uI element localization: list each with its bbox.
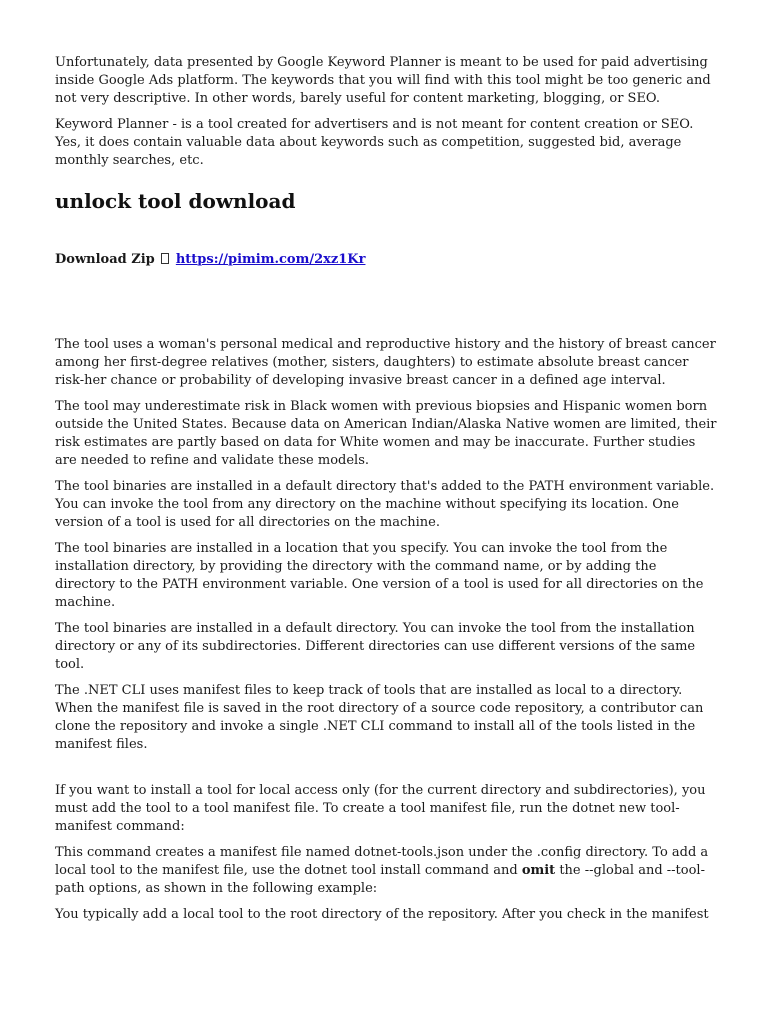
intro-paragraph-2: Keyword Planner - is a tool created for advertisers and is not meant for content creation or SEO. Yes, it does contain valuable data about keywords such as competition, suggested bid, average monthly searches, etc. (55, 117, 694, 168)
body-paragraph-4: The tool binaries are installed in a location that you specify. You can invoke the tool from the installation directory, by providing the directory with the command name, or by adding the directory to the PATH environment variable. One version of a tool is used for all directories on the machine. (55, 541, 704, 610)
missing-glyph-icon (161, 253, 169, 264)
body-paragraph-3: The tool binaries are installed in a default directory that's added to the PATH environment variable. You can invoke the tool from any directory on the machine without specifying its location. One version of a tool is used for all directories on the machine. (55, 479, 715, 530)
body-paragraph-5: The tool binaries are installed in a default directory. You can invoke the tool from the installation directory or any of its subdirectories. Different directories can use different versions of the same tool. (55, 621, 696, 672)
document-page (55, 54, 720, 924)
omit-before-text: This command creates a manifest file named dotnet-tools.json under the .config directory. To add a local tool to the manifest file, use the dotnet tool install command and (55, 845, 709, 878)
download-line (55, 251, 720, 269)
download-link[interactable]: https://pimim.com/2xz1Kr (175, 252, 366, 267)
body-paragraph-7: If you want to install a tool for local access only (for the current directory and subdirectories), you must add the tool to a tool manifest file. To create a tool manifest file, run the dotnet new tool-manifest command: (55, 783, 706, 834)
download-label: Download Zip (55, 252, 155, 267)
omit-bold-text: omit (521, 863, 556, 878)
body-paragraph-2: The tool may underestimate risk in Black women with previous biopsies and Hispanic women born outside the United States. Because data on American Indian/Alaska Native women are limited, their risk estimates are partly based on data for White women and may be inaccurate. Further studies are needed to refine and validate these models. (55, 399, 717, 468)
page-heading: unlock tool download (55, 189, 296, 213)
omit-after-text: the --global and --tool-path options, as shown in the following example: (55, 863, 705, 896)
body-paragraph-9: You typically add a local tool to the root directory of the repository. After you check in the manifest (55, 907, 709, 922)
body-paragraph-1: The tool uses a woman's personal medical and reproductive history and the history of breast cancer among her first-degree relatives (mother, sisters, daughters) to estimate absolute breast cancer risk-her chance or probability of developing invasive breast cancer in a defined age interval. (55, 337, 716, 388)
body-paragraph-8 (55, 844, 720, 898)
intro-paragraph-1: Unfortunately, data presented by Google Keyword Planner is meant to be used for paid advertising inside Google Ads platform. The keywords that you will find with this tool might be too generic and not very descriptive. In other words, barely useful for content marketing, blogging, or SEO. (55, 55, 711, 106)
body-paragraph-6: The .NET CLI uses manifest files to keep track of tools that are installed as local to a directory. When the manifest file is saved in the root directory of a source code repository, a contributor can clone the repository and invoke a single .NET CLI command to install all of the tools listed in the manifest files. (55, 683, 704, 752)
